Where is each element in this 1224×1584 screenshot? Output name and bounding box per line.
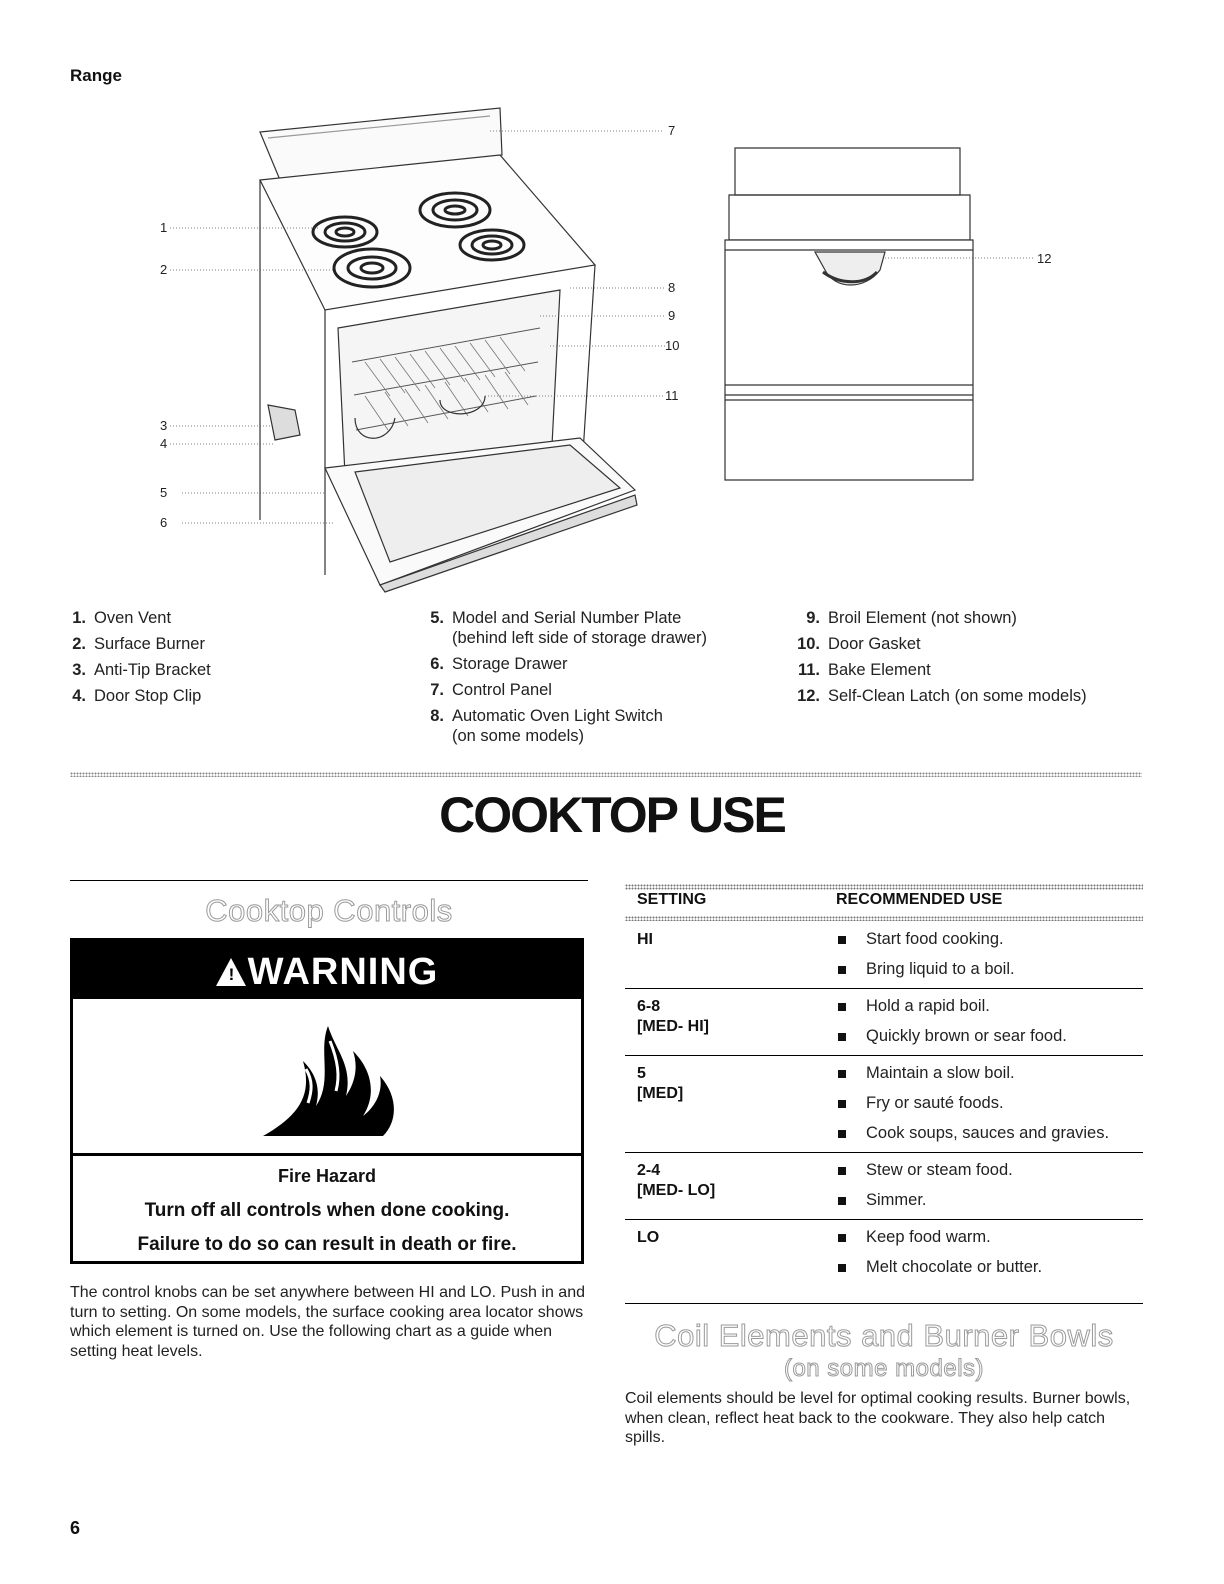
table-row-uses <box>838 930 1015 990</box>
list-item: 12. Self-Clean Latch (on some models) <box>797 687 1087 705</box>
table-row-setting: LO <box>637 1229 660 1246</box>
callout-8: 8 <box>668 280 676 295</box>
list-item: Cook soups, sauces and gravies. <box>838 1124 1109 1154</box>
row-divider <box>625 1152 1143 1153</box>
table-row-uses <box>838 1161 1013 1221</box>
parts-list-column-1 <box>60 606 211 710</box>
warning-box <box>70 938 584 1264</box>
coil-elements-heading: Coil Elements and Burner Bowls <box>654 1318 1114 1353</box>
table-row-setting: HI <box>637 931 653 948</box>
list-item: Simmer. <box>838 1191 1013 1221</box>
table-row-setting: 5 [MED] <box>637 1065 684 1102</box>
range-front-diagram <box>715 140 1075 490</box>
list-item: 3. Anti-Tip Bracket <box>72 661 211 679</box>
bullet-icon <box>838 1033 846 1041</box>
list-item: Maintain a slow boil. <box>838 1064 1109 1094</box>
bullet-icon <box>838 1003 846 1011</box>
list-item: Keep food warm. <box>838 1228 1042 1258</box>
warning-line-1: Turn off all controls when done cooking. <box>144 1200 510 1221</box>
column-header-recommended-use: RECOMMENDED USE <box>836 891 1003 908</box>
fire-icon <box>258 1021 408 1141</box>
table-row-setting: 6-8 [MED- HI] <box>637 998 709 1035</box>
callout-12: 12 <box>1037 251 1052 266</box>
callout-1: 1 <box>160 220 168 235</box>
callout-9: 9 <box>668 308 676 323</box>
parts-list-column-3 <box>780 606 1087 710</box>
list-item: 4. Door Stop Clip <box>72 687 202 705</box>
list-item: 8. Automatic Oven Light Switch (on some models) <box>430 707 663 745</box>
bullet-icon <box>838 1234 846 1242</box>
page-title: COOKTOP USE <box>439 787 785 843</box>
list-item: 2. Surface Burner <box>72 635 205 653</box>
list-item: 9. Broil Element (not shown) <box>806 609 1017 627</box>
table-top-rule <box>625 884 1143 890</box>
warning-header <box>73 941 581 999</box>
table-row-uses <box>838 997 1067 1057</box>
column-rule <box>625 1303 1143 1304</box>
table-row-uses <box>838 1064 1109 1154</box>
column-rule <box>70 880 588 881</box>
warning-line-2: Failure to do so can result in death or fire. <box>137 1234 517 1255</box>
list-item: Start food cooking. <box>838 930 1015 960</box>
list-item: 10. Door Gasket <box>797 635 921 653</box>
bullet-icon <box>838 1130 846 1138</box>
list-item: 1. Oven Vent <box>72 609 172 627</box>
row-divider <box>625 1055 1143 1056</box>
range-diagram <box>140 100 700 595</box>
list-item: Bring liquid to a boil. <box>838 960 1015 990</box>
bullet-icon <box>838 1100 846 1108</box>
callout-11: 11 <box>665 388 679 403</box>
callout-2: 2 <box>160 262 168 277</box>
warning-triangle-icon: ! <box>216 958 246 986</box>
callout-10: 10 <box>665 338 680 353</box>
callout-7: 7 <box>668 123 676 138</box>
cooktop-controls-heading: Cooktop Controls <box>205 893 453 928</box>
bullet-icon <box>838 1070 846 1078</box>
row-divider <box>625 1219 1143 1220</box>
list-item: 11. Bake Element <box>797 661 931 679</box>
bullet-icon <box>838 1197 846 1205</box>
list-item: 7. Control Panel <box>430 681 552 699</box>
list-item: Stew or steam food. <box>838 1161 1013 1191</box>
callout-4: 4 <box>160 436 168 451</box>
table-row-setting: 2-4 [MED- LO] <box>637 1162 716 1199</box>
warning-divider <box>73 1153 581 1156</box>
parts-list-column-2 <box>418 606 778 750</box>
table-row-uses <box>838 1228 1042 1288</box>
section-divider <box>70 772 1142 777</box>
list-item: 6. Storage Drawer <box>430 655 568 673</box>
column-header-setting: SETTING <box>637 891 707 908</box>
section-label: Range <box>70 66 122 85</box>
bullet-icon <box>838 1167 846 1175</box>
list-item: 5. Model and Serial Number Plate (behind left side of storage drawer) <box>430 609 707 647</box>
bullet-icon <box>838 1264 846 1272</box>
list-item: Hold a rapid boil. <box>838 997 1067 1027</box>
row-divider <box>625 988 1143 989</box>
controls-paragraph: The control knobs can be set anywhere between HI and LO. Push in and turn to setting. On some models, the surface cooking area locator shows which element is turned on. Use the following chart as a guide when setting heat levels. <box>70 1284 585 1360</box>
list-item: Quickly brown or sear food. <box>838 1027 1067 1057</box>
warning-title: WARNING <box>247 951 439 993</box>
page-number: 6 <box>70 1518 81 1538</box>
list-item: Melt chocolate or butter. <box>838 1258 1042 1288</box>
coil-elements-subheading: (on some models) <box>783 1355 985 1382</box>
callout-5: 5 <box>160 485 168 500</box>
callout-6: 6 <box>160 515 168 530</box>
coil-paragraph: Coil elements should be level for optimal cooking results. Burner bowls, when clean, reflect heat back to the cookware. They also help catch spills. <box>625 1390 1131 1446</box>
list-item: Fry or sauté foods. <box>838 1094 1109 1124</box>
bullet-icon <box>838 936 846 944</box>
hazard-title: Fire Hazard <box>277 1166 377 1186</box>
bullet-icon <box>838 966 846 974</box>
callout-3: 3 <box>160 418 168 433</box>
table-header-rule <box>625 916 1143 921</box>
